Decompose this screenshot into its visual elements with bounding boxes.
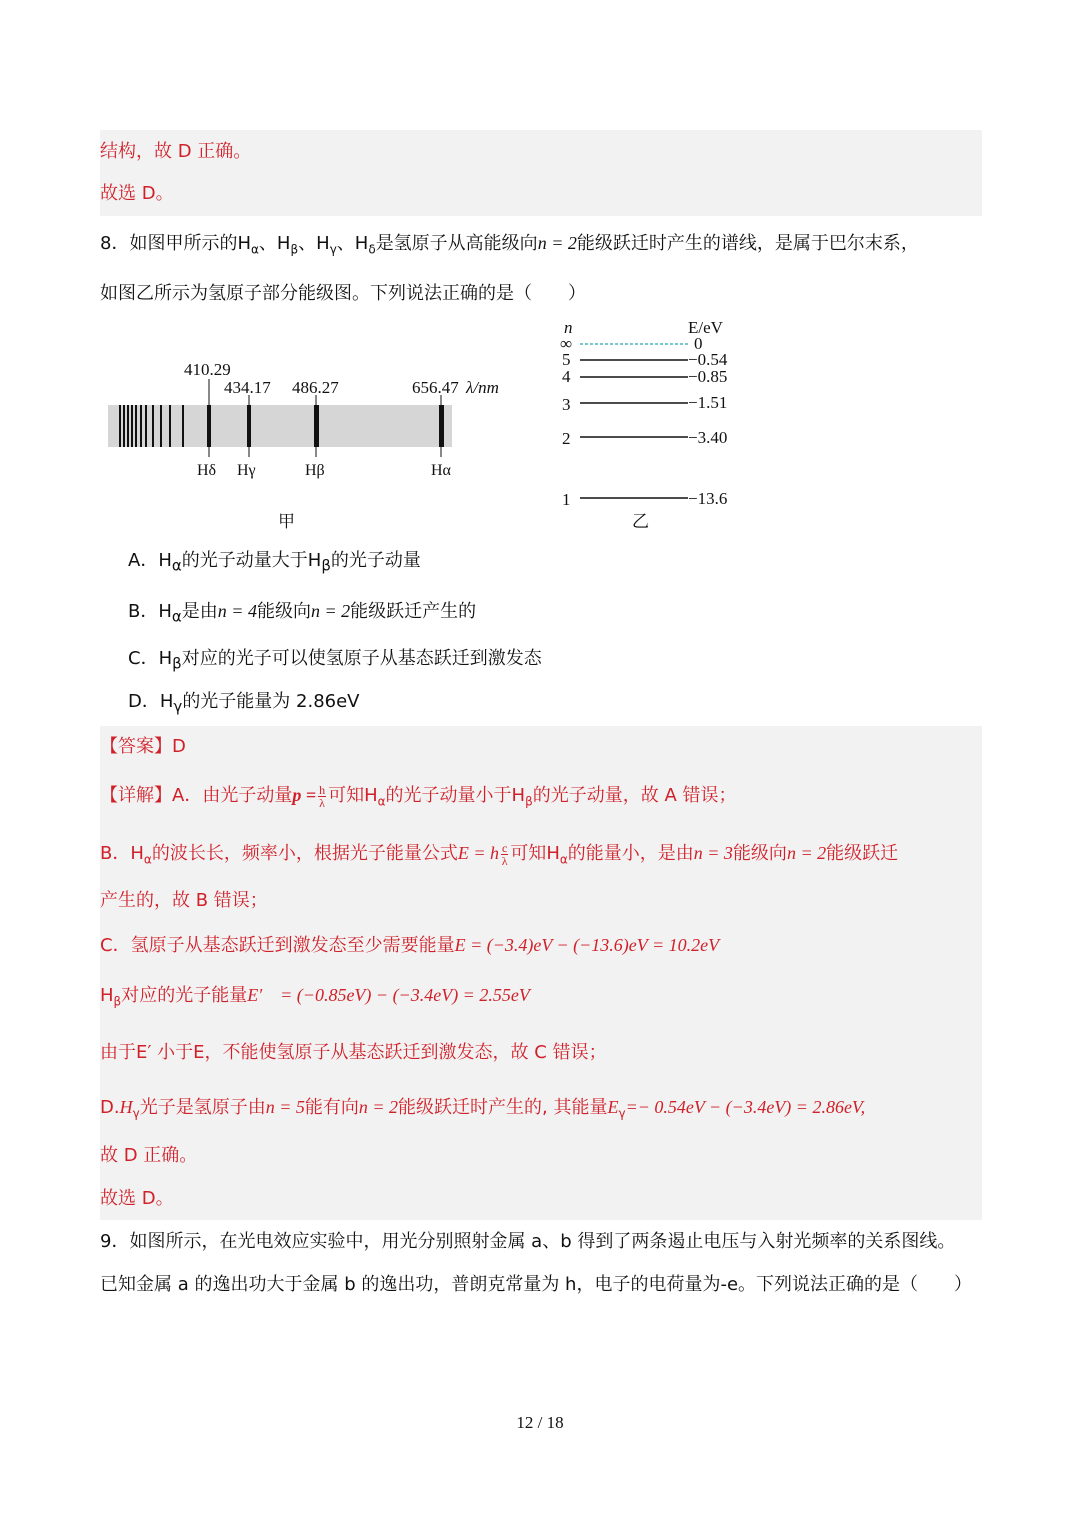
explain-line-c: C．氢原子从基态跃迁到激发态至少需要能量E = (−3.4)eV − (−13.6)eV = 10.2eV (100, 935, 720, 956)
explain-line-d2: 故 D 正确。 (100, 1145, 198, 1166)
figure-caption-jia: 甲 (278, 512, 295, 532)
previous-answer-line: 结构，故 D 正确。 (100, 141, 252, 162)
spectrum-band (108, 405, 452, 447)
e-infinity: 0 (694, 334, 703, 353)
q9-stem-line1: 9．如图所示，在光电效应实验中，用光分别照射金属 a、b 得到了两条遏止电压与入射光频率的关系图线。 (100, 1231, 956, 1252)
spectrum-figure (100, 355, 520, 535)
n-1: 1 (562, 490, 571, 509)
n-4: 4 (562, 367, 571, 386)
n-5: 5 (562, 350, 571, 369)
n-infinity: ∞ (560, 334, 573, 353)
page-number: 12 / 18 (516, 1413, 564, 1432)
e-5: −0.54 (688, 350, 728, 369)
e-2: −3.40 (688, 428, 728, 447)
explain-line-b: B．$H_\alpha$的波长长，频率小，根据光子能量公式E = h $\frac{c}{\lambda}$ 可知$H_\alpha$的能量小，是由n = 3能级向n = 2能级跃迁 (100, 840, 899, 868)
option-b[interactable]: B．$H_\alpha$是由n = 4能级向n = 2能级跃迁产生的 (128, 601, 477, 626)
line-h-beta (314, 405, 319, 447)
explain-line-c2: $H_\beta$对应的光子能量E′ = (−0.85eV) − (−3.4eV) = 2.55eV (100, 985, 530, 1009)
option-a[interactable]: A．$H_\alpha$的光子动量大于$H_\beta$的光子动量 (128, 550, 421, 575)
option-d[interactable]: D．$H_\gamma$的光子能量为 2.86eV (128, 691, 360, 716)
explain-final: 故选 D。 (100, 1188, 174, 1209)
label-h-alpha: Hα (431, 462, 451, 479)
q8-stem-line2: 如图乙所示为氢原子部分能级图。下列说法正确的是（ ） (100, 283, 586, 304)
wavelength-h-beta: 486.27 (292, 378, 339, 397)
line-h-alpha (439, 405, 444, 447)
line-h-gamma (247, 405, 251, 447)
explain-line-c3: 由于E′ 小于E，不能使氢原子从基态跃迁到激发态，故 C 错误； (100, 1042, 607, 1063)
explain-line-b2: 产生的，故 B 错误； (100, 890, 268, 911)
q9-stem-line2: 已知金属 a 的逸出功大于金属 b 的逸出功，普朗克常量为 h，电子的电荷量为-e。下列说法正确的是（ ） (100, 1274, 973, 1295)
e-axis-label: E/eV (688, 318, 723, 337)
e-1: −13.6 (688, 489, 728, 508)
explain-line-a: 【详解】A．由光子动量p = $\frac{h}{\lambda}$ 可知$H_\alpha$的光子动量小于$H_\beta$的光子动量，故 A 错误； (100, 782, 737, 810)
n-2: 2 (562, 429, 571, 448)
label-h-beta: Hβ (305, 462, 325, 479)
explain-line-d: $D.H_\gamma$光子是氢原子由n = 5能有向n = 2能级跃迁时产生的, 其能量$E_\gamma=- 0.54eV - (-3.4eV) = 2.86eV$, (100, 1097, 866, 1121)
e-3: −1.51 (688, 393, 728, 412)
figure-caption-yi: 乙 (632, 512, 649, 532)
wavelength-unit: λ/nm (466, 378, 499, 397)
label-h-delta: Hδ (197, 462, 217, 479)
wavelength-h-gamma: 434.17 (224, 378, 271, 397)
n-axis-label: n (564, 318, 573, 337)
label-h-gamma: Hγ (237, 462, 256, 479)
answer-q8: 【答案】D (100, 736, 186, 757)
e-4: −0.85 (688, 367, 728, 386)
q8-stem-line1: 8．如图甲所示的$H_\alpha$、$H_\beta$、$H_\gamma$、$H_\delta$是氢原子从高能级向n = 2能级跃迁时产生的谱线，是属于巴尔末系， (100, 233, 919, 257)
energy-level-figure (550, 315, 770, 535)
wavelength-h-alpha: 656.47 (412, 378, 459, 397)
previous-answer-choice: 故选 D。 (100, 183, 174, 204)
line-h-delta (207, 405, 211, 447)
option-c[interactable]: C．$H_\beta$对应的光子可以使氢原子从基态跃迁到激发态 (128, 648, 542, 673)
wavelength-h-delta: 410.29 (184, 360, 231, 379)
n-3: 3 (562, 395, 571, 414)
